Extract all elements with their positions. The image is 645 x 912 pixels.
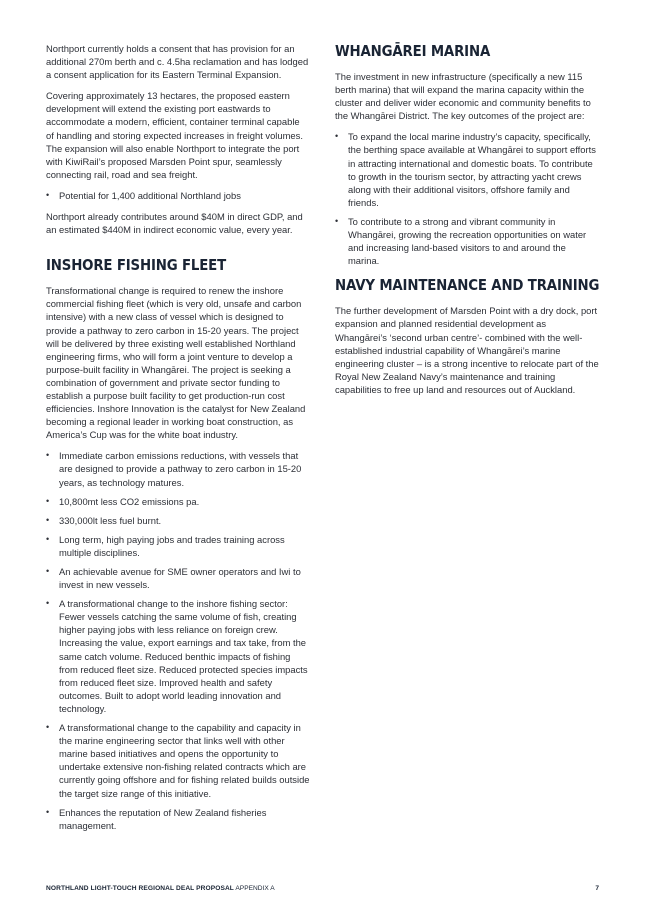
list-item-text: A transformational change to the capability and capacity in the marine engineering sector that links well with other marine based initiatives and opens the opportunity to undertake extensive non-fishing related contracts which are currently going offshore and for fishing related builds outside the target size range of this initiative. (59, 722, 310, 799)
list-item (335, 215, 599, 267)
marina-paragraph: The investment in new infrastructure (specifically a new 115 berth marina) that will expand the marina capacity within the cluster and deliver wider economic and community benefits to the Whangārei District. The key outcomes of the project are: (335, 71, 591, 122)
list-item-text: A transformational change to the inshore fishing sector: Fewer vessels catching the same volume of fish, creating higher paying jobs with less reliance on foreign crew. Increasing the value, export earnings and tax take, from the same catch volume. Reduced benthic impacts of fishing from reduced fleet size. Reduced protected species impacts from reduced fleet size. Improved health and safety outcomes. Built to adopt world leading innovation and technology. (59, 598, 308, 714)
intro-paragraph: Northport currently holds a consent that has provision for an additional 270m berth and c. 4.5ha reclamation and has lodged a consent application for its Eastern Terminal Expansion. (46, 43, 309, 81)
bullet-icon: • (335, 131, 339, 142)
bullet-icon: • (46, 533, 50, 544)
page-footer (46, 883, 599, 895)
bullet-icon: • (46, 450, 50, 461)
list-item (46, 449, 310, 488)
whangarei-marina-heading: WHANGĀREI MARINA (335, 42, 491, 60)
list-item (46, 806, 310, 832)
bullet-icon: • (46, 806, 50, 817)
navy-paragraph: The further development of Marsden Point with a dry dock, port expansion and planned residential development as Whangārei’s ‘second urban centre’- combined with the well-established industrial capability of Whangārei’s marine engineering cluster – is a strong incentive to relocate part of the Royal New Zealand Navy’s maintenance and training capabilities to free up land and resources out of Auckland. (335, 305, 599, 395)
marina-bullet-list (335, 130, 599, 267)
list-item (46, 495, 310, 508)
footer-subtitle: APPENDIX A (235, 885, 275, 892)
list-item (46, 721, 310, 800)
bullet-icon: • (46, 514, 50, 525)
list-item-text: Immediate carbon emissions reductions, with vessels that are designed to provide a pathway to zero carbon in 15-20 years, as technology matures. (59, 450, 302, 488)
intro-closing-paragraph: Northport already contributes around $40M in direct GDP, and an estimated $440M in indirect economic value, every year. (46, 211, 303, 236)
list-item-text: An achievable avenue for SME owner operators and Iwi to invest in new vessels. (59, 566, 301, 591)
list-item-text: Long term, high paying jobs and trades training across multiple disciplines. (59, 533, 285, 558)
footer-title: NORTHLAND LIGHT-TOUCH REGIONAL DEAL PROPOSAL (46, 885, 234, 892)
list-item (46, 565, 310, 591)
list-item-text: 10,800mt less CO2 emissions pa. (59, 495, 200, 507)
page-number: 7 (595, 885, 599, 892)
list-item (46, 533, 310, 559)
bullet-icon: • (46, 189, 50, 200)
bullet-icon: • (46, 722, 50, 733)
list-item-text: To contribute to a strong and vibrant community in Whangārei, growing the recreation opportunities on water and increasing land-based visitors to and around the marina. (348, 215, 587, 267)
intro-paragraph: Covering approximately 13 hectares, the proposed eastern development will extend the existing port eastwards to accommodate a modern, efficient, container terminal capable of handling and storing expected increases in freight volumes. The expansion will also enable Northport to integrate the port with KiwiRail’s proposed Marsden Point spur, seamlessly connecting rail, road and sea freight. (46, 90, 303, 180)
list-item-text: Enhances the reputation of New Zealand fisheries management. (59, 806, 267, 831)
bullet-icon: • (46, 598, 50, 609)
list-item (335, 130, 599, 209)
list-item-text: Potential for 1,400 additional Northland jobs (59, 189, 241, 201)
list-item (46, 514, 310, 527)
navy-maintenance-heading: NAVY MAINTENANCE AND TRAINING (335, 276, 600, 295)
inshore-paragraph: Transformational change is required to renew the inshore commercial fishing fleet (which is very old, unsafe and carbon intensive) with a new class of vessel which is designed to provide a pathway to zero carbon in 15-20 years. The project will be delivered by three existing well established Northland engineering firms, who will form a joint venture to develop a purpose-built facility in Whangārei. The project is seeking a combination of government and private sector funding to establish a purpose built facility to get production-run cost efficiencies. Inshore Innovation is the catalyst for New Zealand becoming a regional leader in working boat construction, as America’s Cup was for the white boat industry. (46, 285, 306, 441)
list-item-text: To expand the local marine industry’s capacity, specifically, the berthing space available at Whangārei to support efforts in attracting international and domestic boats. To contribute to growth in the tourism sector, by attracting yacht crews along with their additional visitors, offshore family and friends. (348, 131, 596, 208)
bullet-icon: • (46, 566, 50, 576)
bullet-icon: • (46, 495, 50, 506)
list-item (46, 597, 310, 715)
list-item (46, 189, 310, 202)
inshore-fishing-fleet-heading: INSHORE FISHING FLEET (46, 256, 227, 275)
intro-bullet-list (46, 189, 310, 202)
left-column (46, 42, 310, 840)
inshore-bullet-list (46, 449, 310, 831)
bullet-icon: • (335, 215, 339, 226)
list-item-text: 330,000lt less fuel burnt. (59, 514, 162, 526)
right-column (335, 42, 599, 404)
